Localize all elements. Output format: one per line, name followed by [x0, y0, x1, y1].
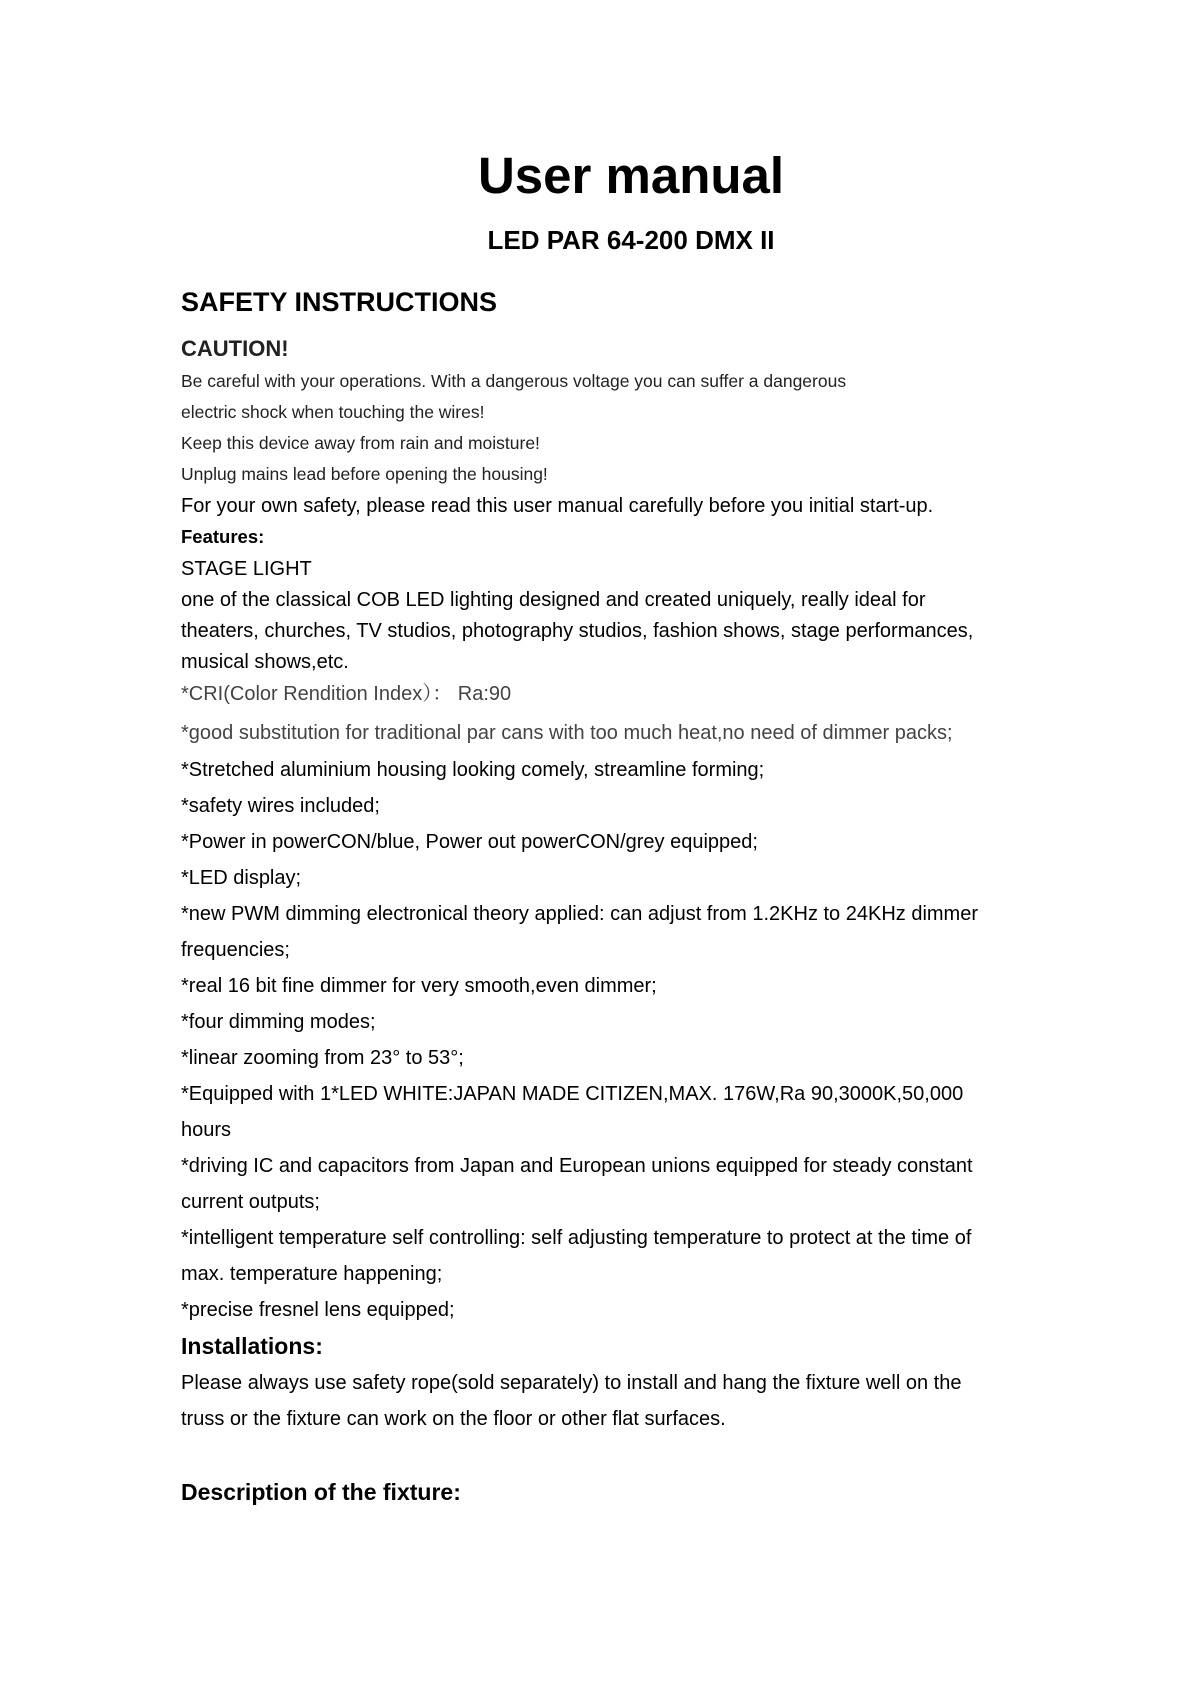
intro-line: theaters, churches, TV studios, photography studios, fashion shows, stage performances, [181, 620, 974, 642]
substitution-line: *good substitution for traditional par cans with too much heat,no need of dimmer packs; [181, 722, 953, 744]
description-heading: Description of the fixture: [181, 1479, 461, 1505]
caution-line: Keep this device away from rain and moisture! [181, 433, 540, 453]
features-label: Features: [181, 526, 265, 547]
feature-line: max. temperature happening; [181, 1263, 443, 1285]
caution-line: Unplug mains lead before opening the housing! [181, 464, 548, 484]
stage-light-label: STAGE LIGHT [181, 558, 312, 580]
feature-line: *Equipped with 1*LED WHITE:JAPAN MADE CITIZEN,MAX. 176W,Ra 90,3000K,50,000 [181, 1083, 964, 1105]
read-manual-note: For your own safety, please read this user manual carefully before you initial start-up. [181, 495, 934, 517]
feature-line: *Stretched aluminium housing looking comely, streamline forming; [181, 759, 765, 781]
caution-heading: CAUTION! [181, 336, 289, 361]
feature-line: *linear zooming from 23° to 53°; [181, 1047, 464, 1069]
feature-line: *safety wires included; [181, 795, 380, 817]
caution-line: electric shock when touching the wires! [181, 402, 485, 422]
feature-line: *precise fresnel lens equipped; [181, 1299, 455, 1321]
caution-line: Be careful with your operations. With a dangerous voltage you can suffer a dangerous [181, 371, 847, 391]
cri-line: *CRI(Color Rendition Index）： Ra:90 [181, 683, 512, 705]
feature-line: *real 16 bit fine dimmer for very smooth,even dimmer; [181, 975, 657, 997]
install-line: Please always use safety rope(sold separately) to install and hang the fixture well on the [181, 1372, 962, 1394]
installations-heading: Installations: [181, 1333, 323, 1359]
feature-line: *new PWM dimming electronical theory applied: can adjust from 1.2KHz to 24KHz dimmer [181, 903, 978, 925]
page-title: User manual [477, 147, 785, 204]
feature-line: *driving IC and capacitors from Japan and European unions equipped for steady constant [181, 1155, 973, 1177]
feature-line: *intelligent temperature self controlling: self adjusting temperature to protect at the time of [181, 1227, 972, 1249]
product-subtitle: LED PAR 64-200 DMX II [487, 225, 775, 255]
intro-line: musical shows,etc. [181, 651, 349, 673]
safety-heading: SAFETY INSTRUCTIONS [181, 287, 498, 317]
feature-line: *four dimming modes; [181, 1011, 376, 1033]
intro-line: one of the classical COB LED lighting designed and created uniquely, really ideal for [181, 589, 926, 611]
feature-line: hours [181, 1119, 232, 1141]
feature-line: *LED display; [181, 867, 302, 889]
feature-line: *Power in powerCON/blue, Power out powerCON/grey equipped; [181, 831, 758, 853]
install-line: truss or the fixture can work on the floor or other flat surfaces. [181, 1408, 726, 1430]
feature-line: current outputs; [181, 1191, 320, 1213]
feature-line: frequencies; [181, 939, 290, 961]
